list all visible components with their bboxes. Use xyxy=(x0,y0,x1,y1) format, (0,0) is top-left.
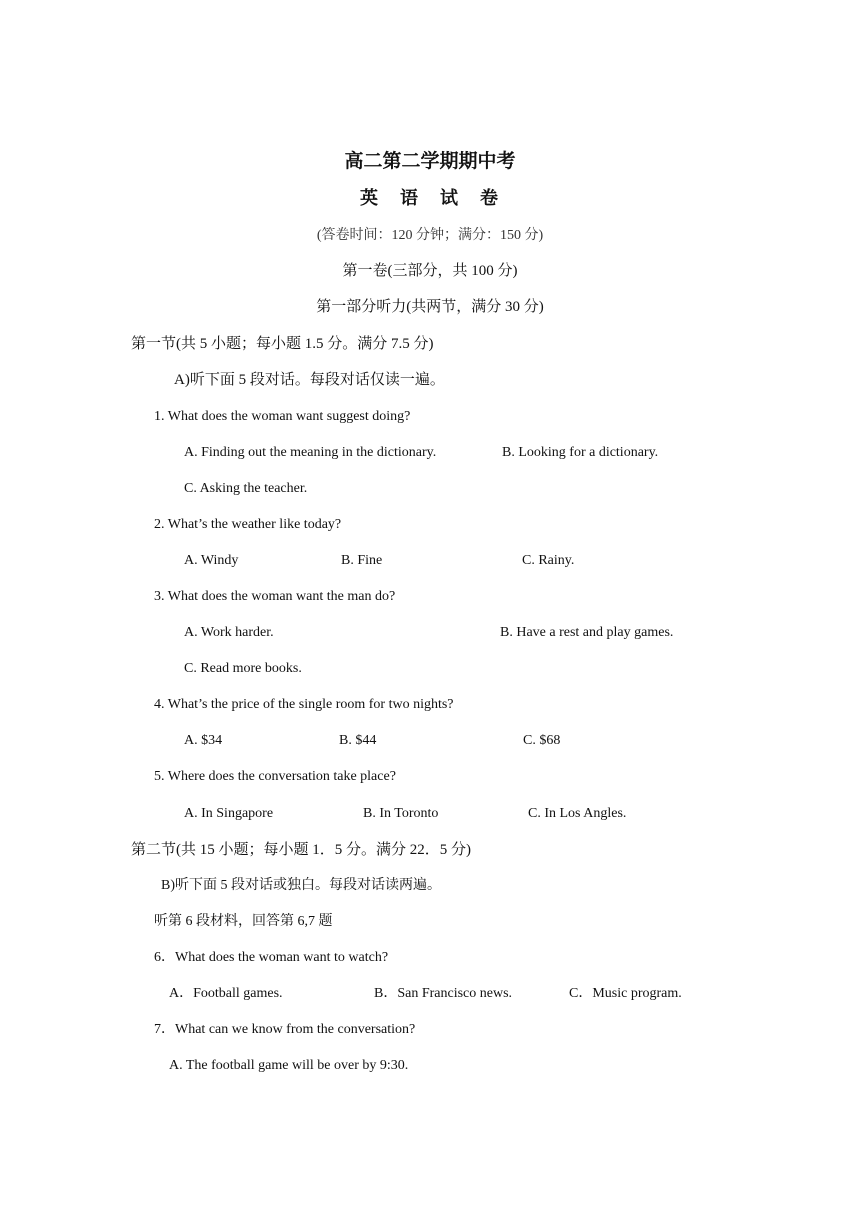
question-3-stem: 3. What does the woman want the man do? xyxy=(154,589,396,604)
question-7-stem: 7．What can we know from the conversation? xyxy=(154,1022,416,1037)
question-4-option-a: A. $34 xyxy=(184,733,223,748)
question-5-option-b: B. In Toronto xyxy=(363,806,439,821)
section1-heading: 第一节(共 5 小题；每小题 1.5 分。满分 7.5 分) xyxy=(131,336,434,352)
question-6-option-c: C．Music program. xyxy=(569,986,682,1001)
material-6-note: 听第 6 段材料，回答第 6,7 题 xyxy=(154,914,333,929)
question-2-stem: 2. What’s the weather like today? xyxy=(154,517,342,532)
question-1-option-c: C. Asking the teacher. xyxy=(184,481,308,496)
subtitle-char: 语 xyxy=(400,188,420,208)
question-3-option-a: A. Work harder. xyxy=(184,625,274,640)
exam-subtitle xyxy=(0,186,860,210)
part-heading: 第一部分听力(共两节，满分 30 分) xyxy=(316,299,544,315)
question-6-option-a: A．Football games. xyxy=(169,986,283,1001)
question-5-stem: 5. Where does the conversation take place? xyxy=(154,769,396,784)
question-7-option-a: A. The football game will be over by 9:30. xyxy=(169,1058,409,1073)
subtitle-char: 英 xyxy=(360,188,380,208)
question-4-option-b: B. $44 xyxy=(339,733,377,748)
exam-title: 高二第二学期期中考 xyxy=(344,151,516,172)
question-1-option-a: A. Finding out the meaning in the dictionary. xyxy=(184,445,437,460)
time-note: (答卷时间：120 分钟；满分：150 分) xyxy=(316,228,544,243)
question-2-option-a: A. Windy xyxy=(184,553,239,568)
question-3-option-b: B. Have a rest and play games. xyxy=(500,625,674,640)
question-1-option-b: B. Looking for a dictionary. xyxy=(502,445,659,460)
section1-instruction: A)听下面 5 段对话。每段对话仅读一遍。 xyxy=(174,372,445,388)
question-6-stem: 6．What does the woman want to watch? xyxy=(154,950,389,965)
question-4-stem: 4. What’s the price of the single room for two nights? xyxy=(154,697,454,712)
question-5-option-c: C. In Los Angles. xyxy=(528,806,627,821)
section2-instruction: B)听下面 5 段对话或独白。每段对话读两遍。 xyxy=(161,878,441,893)
question-3-option-c: C. Read more books. xyxy=(184,661,302,676)
question-2-option-b: B. Fine xyxy=(341,553,383,568)
question-4-option-c: C. $68 xyxy=(523,733,561,748)
question-2-option-c: C. Rainy. xyxy=(522,553,575,568)
section2-heading: 第二节(共 15 小题；每小题 1．5 分。满分 22．5 分) xyxy=(131,842,471,858)
subtitle-char: 卷 xyxy=(480,188,500,208)
volume-heading: 第一卷(三部分，共 100 分) xyxy=(342,263,518,279)
question-1-stem: 1. What does the woman want suggest doing? xyxy=(154,409,411,424)
question-6-option-b: B．San Francisco news. xyxy=(374,986,513,1001)
question-5-option-a: A. In Singapore xyxy=(184,806,274,821)
subtitle-char: 试 xyxy=(440,188,460,208)
